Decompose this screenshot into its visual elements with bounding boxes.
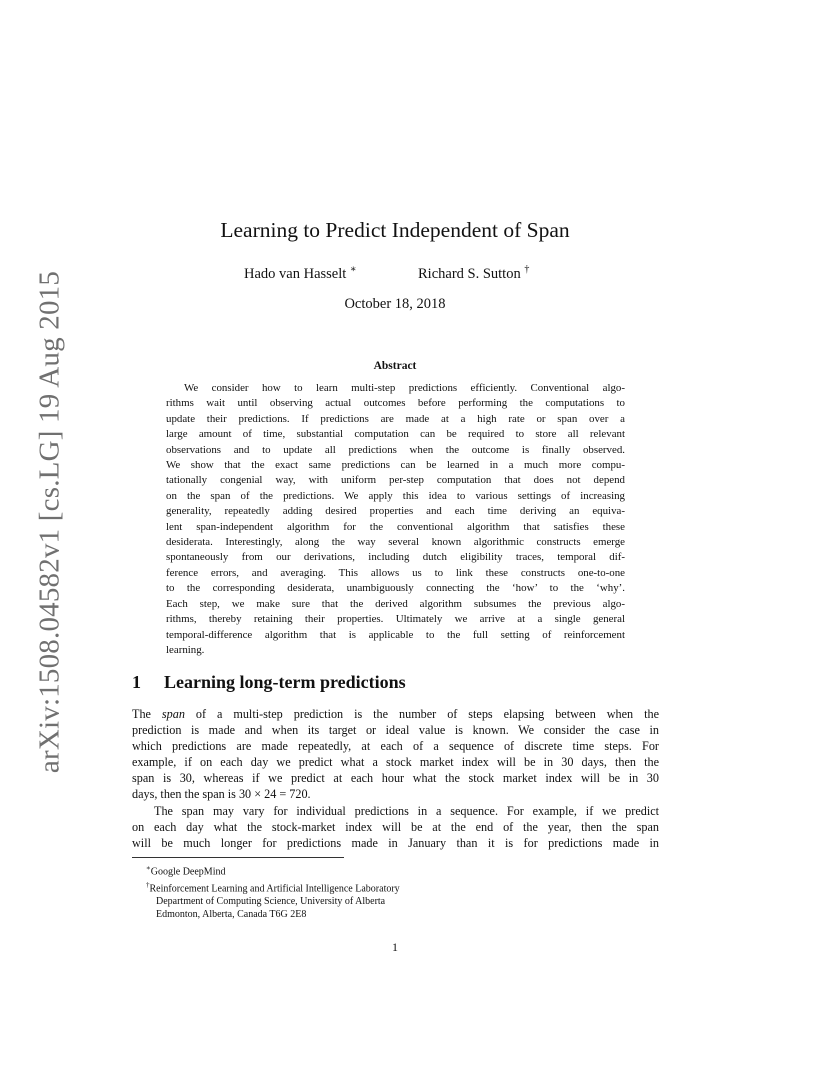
paper-title: Learning to Predict Independent of Span: [220, 218, 570, 242]
abstract-line: lent span-independent algorithm for the conventional algorithm that satisfies these: [166, 520, 625, 533]
footnote-text: Google DeepMind: [150, 866, 226, 878]
body-line: span is 30, whereas if we predict at each hour what the stock market index will be in 30: [132, 771, 659, 786]
emphasized-term: span: [161, 707, 185, 721]
section-heading: [132, 672, 406, 693]
author-2-footnote-mark: †: [524, 264, 530, 275]
footnote-text: Reinforcement Learning and Artificial Intelligence Laboratory: [149, 882, 400, 894]
body-line: example, if on each day we predict what a stock market index will be in 30 days, then the: [132, 755, 659, 770]
footnote-affiliation-2: [146, 879, 626, 896]
body-line: prediction is made and when its target or ideal value is known. We consider the case in: [132, 723, 659, 738]
paper-date: October 18, 2018: [344, 296, 446, 312]
abstract-line: desiderata. Interestingly, along the way several known algorithmic constructs emerge: [166, 536, 625, 549]
abstract-line: We show that the exact same predictions can be learned in a much more compu-: [166, 459, 625, 472]
footnote-affiliation-1: [146, 862, 626, 879]
body-line: which predictions are made repeatedly, at each of a sequence of discrete time steps. For: [132, 739, 659, 754]
abstract-line: temporal-difference algorithm that is applicable to the full setting of reinforcement: [166, 628, 625, 641]
abstract-heading: Abstract: [373, 360, 417, 372]
abstract-line: to the corresponding desiderata, unambiguously connecting the ‘how’ to the ‘why’.: [166, 582, 625, 595]
footnote-mark: ∗: [146, 864, 151, 872]
author-2-name: Richard S. Sutton: [418, 265, 521, 282]
abstract-line: spontaneously from our derivations, including dutch eligibility traces, temporal dif-: [166, 551, 625, 564]
abstract-line: rithms, thereby retaining their properties. Ultimately we arrive at a single general: [166, 613, 625, 626]
abstract-body: [166, 381, 625, 658]
abstract-line: We consider how to learn multi-step predictions efficiently. Conventional algo-: [184, 382, 625, 394]
abstract-line: learning.: [166, 643, 205, 656]
body-line: [132, 706, 659, 722]
abstract-line: Each step, we make sure that the derived algorithm subsumes the previous algo-: [166, 597, 625, 610]
abstract-line: tationally congenial way, with uniform per-step computation that does not depend: [166, 474, 625, 487]
body-text: of a multi-step prediction is the number of steps elapsing between when the: [195, 707, 659, 721]
arxiv-identifier-stamp: arXiv:1508.04582v1 [cs.LG] 19 Aug 2015: [33, 270, 66, 774]
abstract-line: on the span of the predictions. We apply this idea to various settings of increasing: [166, 489, 625, 502]
body-line: on each day what the stock-market index will be at the end of the year, then the span: [132, 819, 659, 834]
abstract-line: rithms wait until observing actual outcomes before performing the computations to: [166, 397, 625, 410]
body-line: days, then the span is 30 × 24 = 720.: [132, 787, 311, 802]
footnote-text: Edmonton, Alberta, Canada T6G 2E8: [156, 909, 307, 921]
abstract-line: ference errors, and averaging. This allows us to link these constructs one-to-one: [166, 566, 625, 579]
abstract-line: generality, repeatedly adding desired properties and each time deriving an equiva-: [166, 505, 625, 518]
footnotes: [146, 862, 626, 921]
footnote-text: Department of Computing Science, University of Alberta: [156, 896, 386, 908]
abstract-line: update their predictions. If predictions are made at a high rate or span over a: [166, 412, 625, 425]
abstract-line: large amount of time, substantial computation can be required to store all relevant: [166, 428, 625, 441]
author-1: [244, 264, 357, 283]
section-number: 1: [132, 672, 141, 692]
author-1-footnote-mark: ∗: [349, 264, 357, 275]
body-line: The span may vary for individual predictions in a sequence. For example, if we predict: [154, 803, 659, 818]
author-2: [418, 264, 529, 283]
footnote-mark: †: [146, 880, 150, 889]
footnote-divider: [132, 857, 344, 858]
body-line: will be much longer for predictions made in January than it is for predictions made in: [132, 835, 659, 850]
body-word: The: [132, 707, 151, 721]
abstract-line: observations and to update all predictions when the outcome is finally observed.: [166, 443, 625, 456]
author-1-name: Hado van Hasselt: [244, 265, 347, 282]
section-title: Learning long-term predictions: [164, 672, 406, 692]
section-body: [132, 706, 659, 851]
page-number: 1: [392, 940, 398, 954]
